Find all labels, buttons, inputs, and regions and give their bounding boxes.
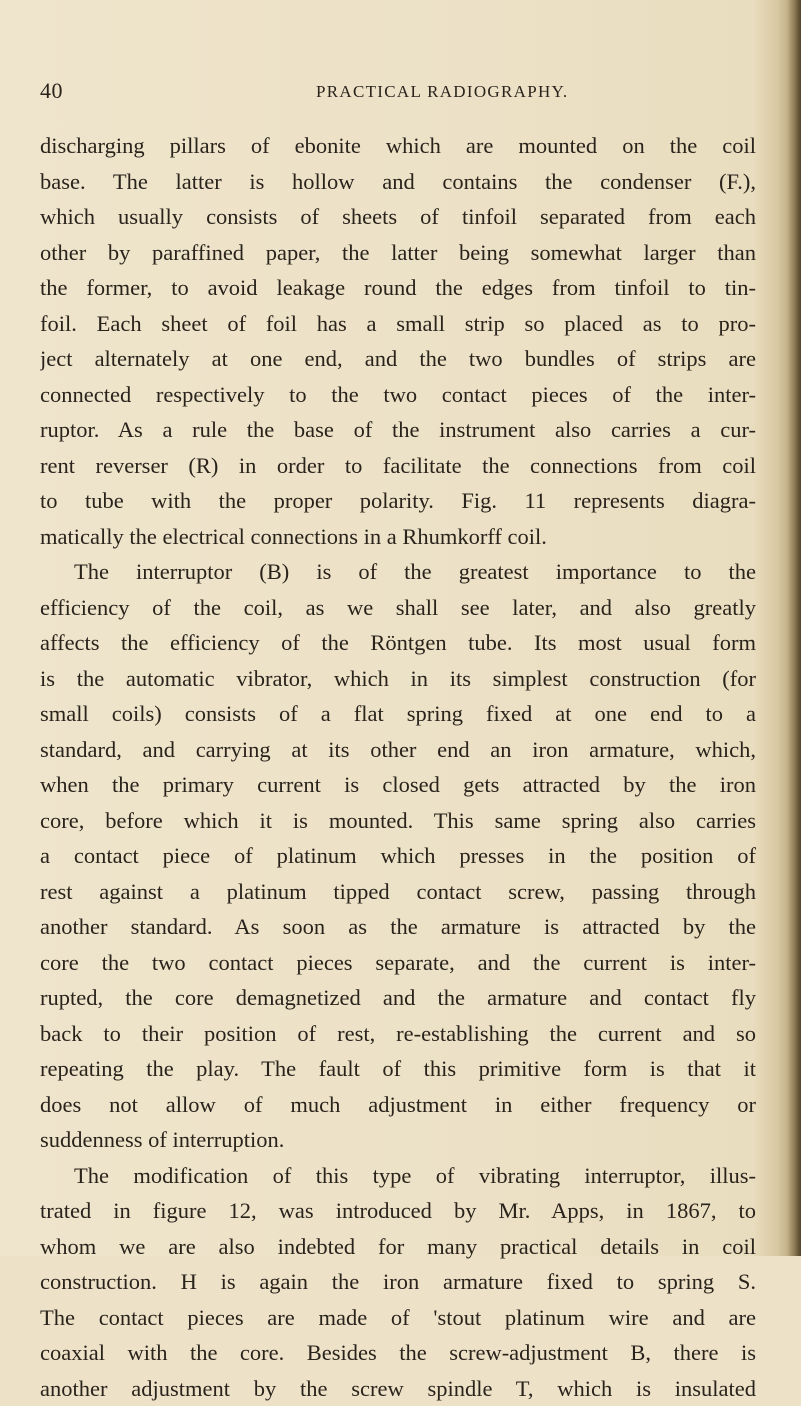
text-line: to tube with the proper polarity. Fig. 11 represents diagra- bbox=[40, 483, 756, 519]
text-line: small coils) consists of a flat spring fixed at one end to a bbox=[40, 696, 756, 732]
text-line-paragraph-end: suddenness of interruption. bbox=[40, 1122, 756, 1158]
text-line: rupted, the core demagnetized and the armature and contact fly bbox=[40, 980, 756, 1016]
text-line: ruptor. As a rule the base of the instrument also carries a cur- bbox=[40, 412, 756, 448]
text-line-paragraph-start: The modification of this type of vibrating interruptor, illus- bbox=[40, 1158, 756, 1194]
text-line: which usually consists of sheets of tinfoil separated from each bbox=[40, 199, 756, 235]
text-line: connected respectively to the two contact pieces of the inter- bbox=[40, 377, 756, 413]
text-line: another standard. As soon as the armature is attracted by the bbox=[40, 909, 756, 945]
text-line: does not allow of much adjustment in either frequency or bbox=[40, 1087, 756, 1123]
text-line: efficiency of the coil, as we shall see later, and also greatly bbox=[40, 590, 756, 626]
text-line: rent reverser (R) in order to facilitate the connections from coil bbox=[40, 448, 756, 484]
text-line: another adjustment by the screw spindle T, which is insulated bbox=[40, 1371, 756, 1406]
text-line: core the two contact pieces separate, and the current is inter- bbox=[40, 945, 756, 981]
page-edge-shadow bbox=[787, 0, 801, 1256]
text-line: construction. H is again the iron armature fixed to spring S. bbox=[40, 1264, 756, 1300]
text-line: back to their position of rest, re-establishing the current and so bbox=[40, 1016, 756, 1052]
text-line: other by paraffined paper, the latter being somewhat larger than bbox=[40, 235, 756, 271]
text-line: repeating the play. The fault of this primitive form is that it bbox=[40, 1051, 756, 1087]
page-header bbox=[0, 78, 801, 108]
text-line: when the primary current is closed gets attracted by the iron bbox=[40, 767, 756, 803]
text-line: affects the efficiency of the Röntgen tube. Its most usual form bbox=[40, 625, 756, 661]
text-line: The contact pieces are made of 'stout platinum wire and are bbox=[40, 1300, 756, 1336]
text-line: standard, and carrying at its other end an iron armature, which, bbox=[40, 732, 756, 768]
text-line-paragraph-end: matically the electrical connections in a Rhumkorff coil. bbox=[40, 519, 756, 555]
text-line: is the automatic vibrator, which in its simplest construction (for bbox=[40, 661, 756, 697]
text-line: foil. Each sheet of foil has a small strip so placed as to pro- bbox=[40, 306, 756, 342]
text-line: a contact piece of platinum which presses in the position of bbox=[40, 838, 756, 874]
text-line-paragraph-start: The interruptor (B) is of the greatest importance to the bbox=[40, 554, 756, 590]
text-line: coaxial with the core. Besides the screw-adjustment B, there is bbox=[40, 1335, 756, 1371]
running-title: PRACTICAL RADIOGRAPHY. bbox=[316, 82, 568, 102]
text-line: whom we are also indebted for many practical details in coil bbox=[40, 1229, 756, 1265]
text-line: ject alternately at one end, and the two bundles of strips are bbox=[40, 341, 756, 377]
text-line: the former, to avoid leakage round the edges from tinfoil to tin- bbox=[40, 270, 756, 306]
text-line: trated in figure 12, was introduced by Mr. Apps, in 1867, to bbox=[40, 1193, 756, 1229]
text-line: base. The latter is hollow and contains the condenser (F.), bbox=[40, 164, 756, 200]
body-text bbox=[40, 128, 756, 1406]
page-number: 40 bbox=[40, 78, 63, 104]
text-line: discharging pillars of ebonite which are mounted on the coil bbox=[40, 128, 756, 164]
text-line: rest against a platinum tipped contact screw, passing through bbox=[40, 874, 756, 910]
text-line: core, before which it is mounted. This same spring also carries bbox=[40, 803, 756, 839]
